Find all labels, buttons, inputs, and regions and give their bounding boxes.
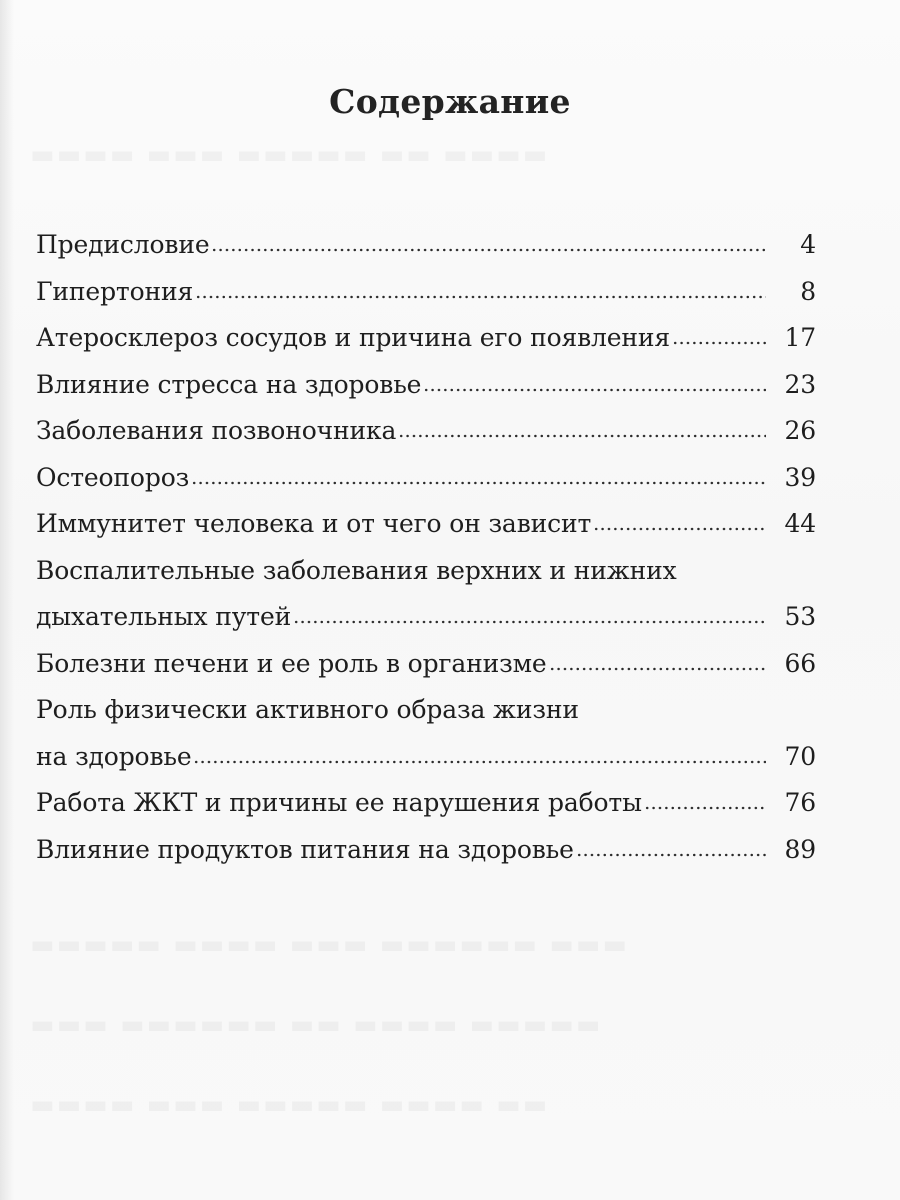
dot-leader — [293, 620, 766, 624]
dot-leader — [593, 527, 766, 531]
page-title: Содержание — [329, 82, 571, 121]
bleed-through-texture — [30, 1010, 870, 1040]
toc-entry-page-number: 76 — [784, 788, 816, 817]
table-of-contents — [36, 222, 816, 873]
toc-entry-title-line2: на здоровье — [36, 741, 192, 771]
toc-entry-page-number: 26 — [784, 416, 816, 445]
toc-entry — [36, 408, 816, 455]
toc-entry — [36, 780, 816, 827]
dot-leader — [549, 667, 766, 671]
toc-entry — [36, 362, 816, 409]
toc-entry-title: Влияние продуктов питания на здоровье — [36, 834, 574, 864]
toc-entry — [36, 222, 816, 269]
toc-entry-title-line2: дыхательных путей — [36, 602, 292, 631]
toc-entry-title: Иммунитет человека и от чего он зависит — [36, 509, 592, 538]
toc-entry-page-number: 4 — [800, 230, 816, 259]
toc-entry-title: Заболевания позвоночника — [36, 416, 397, 445]
toc-entry — [36, 687, 816, 780]
toc-entry-title: Предисловие — [36, 230, 210, 259]
dot-leader — [423, 388, 766, 392]
toc-entry-title-line1: Роль физически активного образа жизни — [36, 695, 579, 724]
dot-leader — [211, 248, 766, 252]
toc-entry — [36, 641, 816, 688]
toc-entry-title: Гипертония — [36, 276, 194, 306]
toc-entry — [36, 548, 816, 641]
toc-entry-page-number: 89 — [784, 834, 816, 864]
toc-entry-title: Атеросклероз сосудов и причина его появления — [36, 323, 671, 352]
dot-leader — [191, 481, 766, 485]
toc-entry-page-number: 66 — [784, 648, 816, 678]
dot-leader — [576, 853, 766, 857]
toc-entry — [36, 827, 816, 874]
toc-entry — [36, 269, 816, 316]
toc-entry-page-number: 53 — [784, 602, 816, 631]
dot-leader — [195, 295, 766, 299]
dot-leader — [193, 760, 766, 764]
toc-entry-title: Работа ЖКТ и причины ее нарушения работы — [36, 788, 642, 817]
toc-entry-title: Остеопороз — [36, 462, 190, 492]
page-edge-shadow — [0, 0, 14, 1200]
dot-leader — [398, 434, 766, 438]
toc-entry-title: Болезни печени и ее роль в организме — [36, 648, 547, 678]
toc-entry-title: Влияние стресса на здоровье — [36, 369, 422, 399]
toc-entry — [36, 501, 816, 548]
toc-entry-page-number: 39 — [784, 462, 816, 492]
toc-entry-page-number: 70 — [784, 741, 816, 771]
toc-entry-title-line1: Воспалительные заболевания верхних и нижних — [36, 555, 677, 585]
toc-entry — [36, 455, 816, 502]
toc-entry-page-number: 23 — [784, 369, 816, 399]
bleed-through-texture — [30, 140, 870, 170]
toc-entry — [36, 315, 816, 362]
dot-leader — [644, 806, 766, 810]
bleed-through-texture — [30, 930, 870, 960]
toc-entry-page-number: 44 — [784, 509, 816, 538]
toc-entry-page-number: 17 — [784, 323, 816, 352]
dot-leader — [672, 341, 766, 345]
toc-entry-page-number: 8 — [800, 276, 816, 306]
bleed-through-texture — [30, 1090, 870, 1120]
